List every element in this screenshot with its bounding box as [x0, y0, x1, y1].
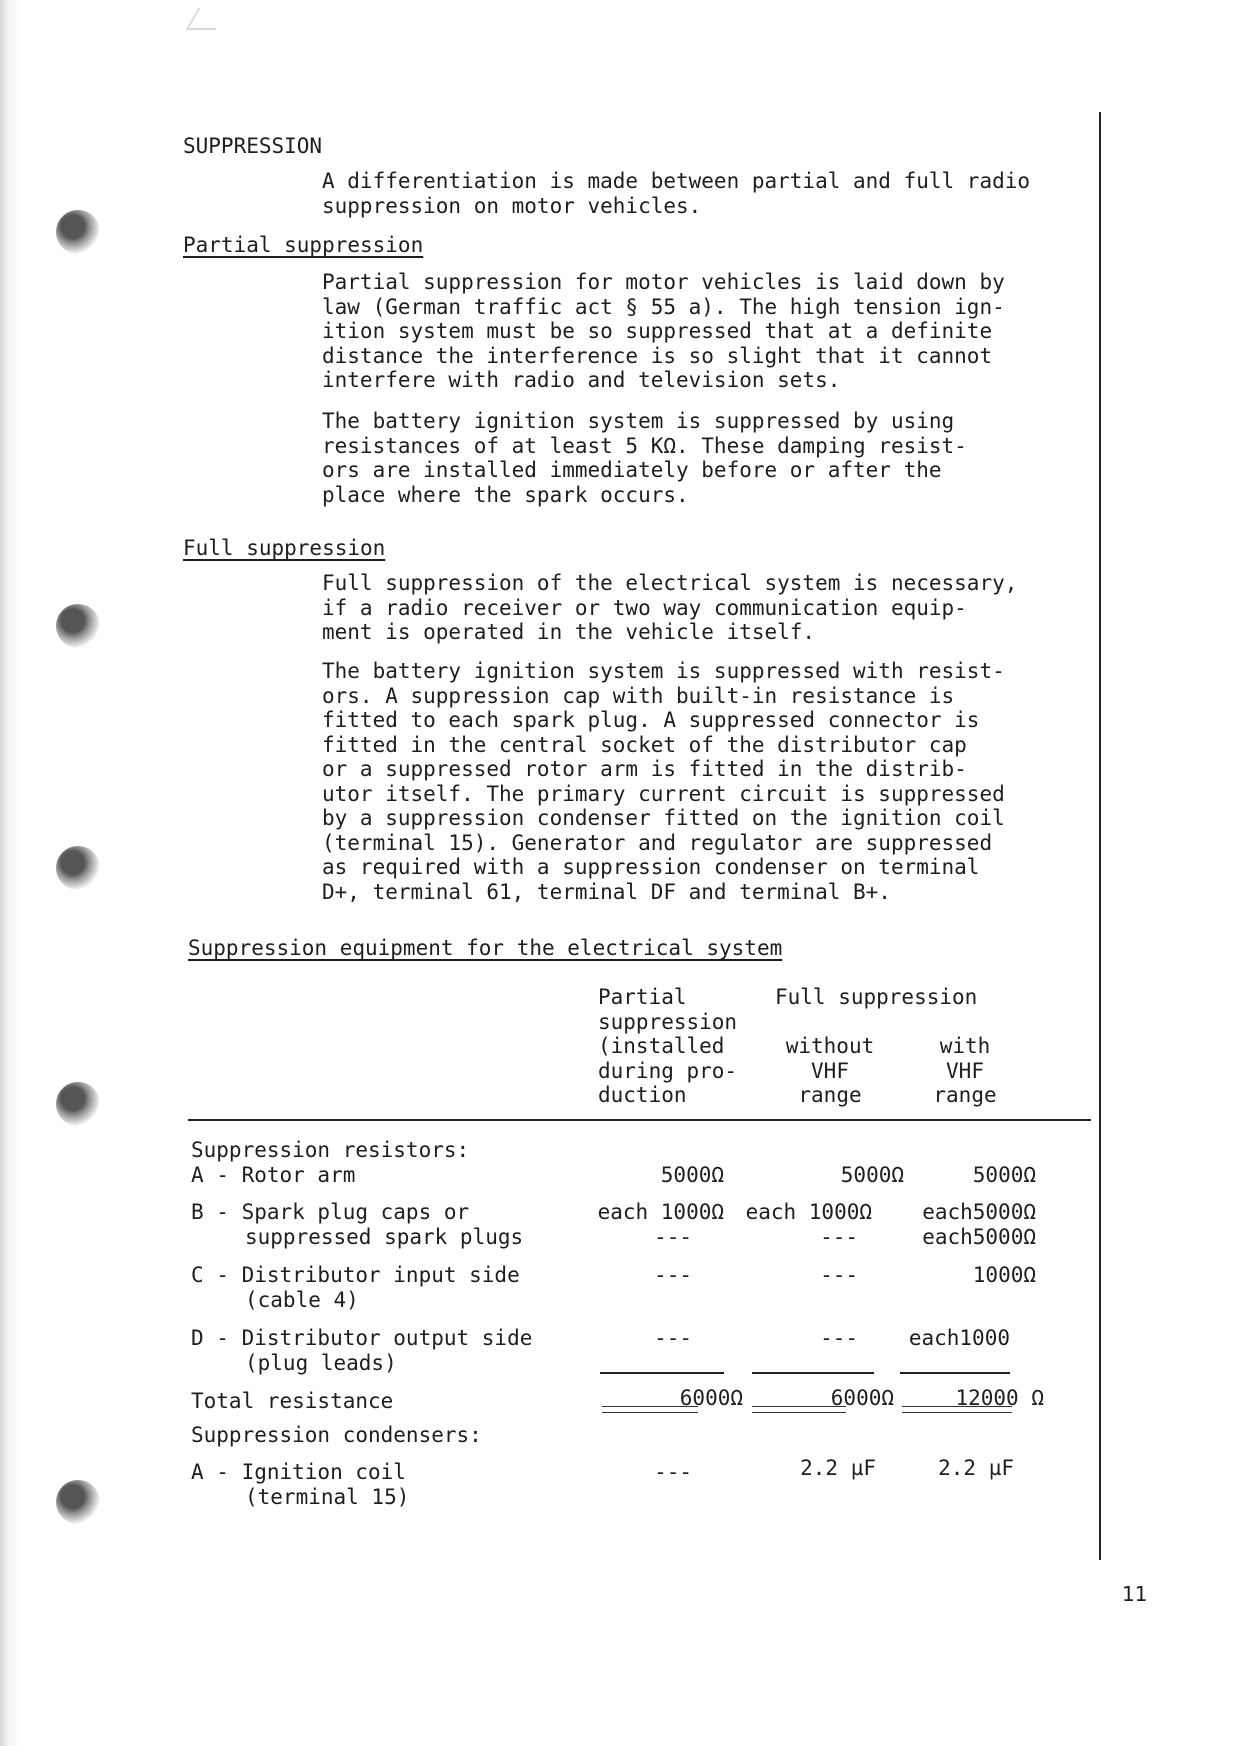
punch-hole-3: [56, 846, 100, 890]
section-heading: SUPPRESSION: [183, 134, 323, 158]
sum-line-partial: [600, 1372, 724, 1374]
row-a-without: 5000Ω: [840, 1163, 904, 1187]
sum-line-without: [752, 1372, 874, 1374]
row-c-label: C - Distributor input side: [191, 1263, 520, 1287]
col-header-partial: Partial suppression (installed during pro- duction: [598, 985, 738, 1107]
cond-row-a-with: 2.2 µF: [938, 1456, 1014, 1480]
page-number: 11: [1122, 1582, 1148, 1606]
partial-paragraph-2: The battery ignition system is suppressed by using resistances of at least 5 KΩ. These damping resist- ors are installed immediately before or after the place where the spark occurs.: [322, 409, 967, 507]
row-b-partial: each 1000Ω: [597, 1200, 724, 1224]
row-d-label-2: (plug leads): [245, 1351, 397, 1375]
page-edge-shadow: [0, 0, 22, 1746]
row-c-with: 1000Ω: [972, 1263, 1036, 1287]
col-header-full: Full suppression: [775, 985, 978, 1009]
full-paragraph-1: Full suppression of the electrical system is necessary, if a radio receiver or two way communication equip- ment is operated in the vehicle itself.: [322, 571, 1018, 644]
row-d-without: ---: [820, 1326, 858, 1350]
partial-suppression-title: Partial suppression: [183, 233, 424, 257]
row-c-without: ---: [820, 1263, 858, 1287]
corner-fold-mark: [186, 8, 229, 30]
full-paragraph-2: The battery ignition system is suppressed with resist- ors. A suppression cap with built-in resistance is fitted to each spark plug. A suppressed connector is fitted in the central socket of the distributor cap or a suppressed rotor arm is fitted in the distrib- utor itself. The primary current circuit is suppressed by a suppression condenser fitted on the ignition coil (terminal 15). Generator and regulator are suppressed as required with a suppression condenser on terminal D+, terminal 61, terminal DF and terminal B+.: [322, 659, 1005, 904]
total-partial: 6000Ω: [679, 1386, 743, 1410]
row-d-label: D - Distributor output side: [191, 1326, 533, 1350]
intro-paragraph: A differentiation is made between partial and full radio suppression on motor vehicles.: [322, 169, 1031, 218]
row-d-with: each1000: [908, 1326, 1010, 1350]
row-b-without: each 1000Ω: [745, 1200, 872, 1224]
col-header-without-vhf: without VHF range: [785, 1034, 875, 1107]
punch-hole-2: [56, 604, 100, 648]
condensers-heading: Suppression condensers:: [191, 1423, 482, 1447]
double-underline-partial: [602, 1406, 698, 1413]
total-resistance-label: Total resistance: [191, 1389, 394, 1413]
row-c-partial: ---: [654, 1263, 692, 1287]
row-a-partial: 5000Ω: [660, 1163, 724, 1187]
row-b-with-2: each5000Ω: [922, 1225, 1036, 1249]
cond-row-a-without: 2.2 µF: [800, 1456, 876, 1480]
table-title: Suppression equipment for the electrical system: [188, 936, 783, 960]
partial-paragraph-1: Partial suppression for motor vehicles is laid down by law (German traffic act § 55 a). The high tension ign- ition system must be so suppressed that at a definite distance the interference is so slight that it cannot interfere with radio and television sets.: [322, 270, 1005, 392]
total-without: 6000Ω: [830, 1386, 894, 1410]
row-b-partial-2: ---: [654, 1225, 692, 1249]
punch-hole-5: [56, 1480, 100, 1524]
punch-hole-1: [56, 210, 100, 254]
row-c-label-2: (cable 4): [245, 1288, 359, 1312]
total-with: 12000 Ω: [955, 1386, 1044, 1410]
cond-row-a-partial: ---: [654, 1460, 692, 1484]
row-a-with: 5000Ω: [972, 1163, 1036, 1187]
double-underline-with: [902, 1406, 1012, 1413]
row-d-partial: ---: [654, 1326, 692, 1350]
row-b-without-2: ---: [820, 1225, 858, 1249]
cond-row-a-label-2: (terminal 15): [245, 1485, 410, 1509]
full-suppression-title: Full suppression: [183, 536, 386, 560]
col-header-with-vhf: with VHF range: [933, 1034, 997, 1107]
resistors-heading: Suppression resistors:: [191, 1138, 470, 1162]
row-b-with: each5000Ω: [922, 1200, 1036, 1224]
row-b-label-2: suppressed spark plugs: [245, 1225, 524, 1249]
double-underline-without: [752, 1406, 846, 1413]
table-header-rule: [188, 1119, 1091, 1121]
punch-hole-4: [56, 1082, 100, 1126]
row-b-label: B - Spark plug caps or: [191, 1200, 470, 1224]
row-a-label: A - Rotor arm: [191, 1163, 356, 1187]
cond-row-a-label: A - Ignition coil: [191, 1460, 406, 1484]
sum-line-with: [900, 1372, 1010, 1374]
